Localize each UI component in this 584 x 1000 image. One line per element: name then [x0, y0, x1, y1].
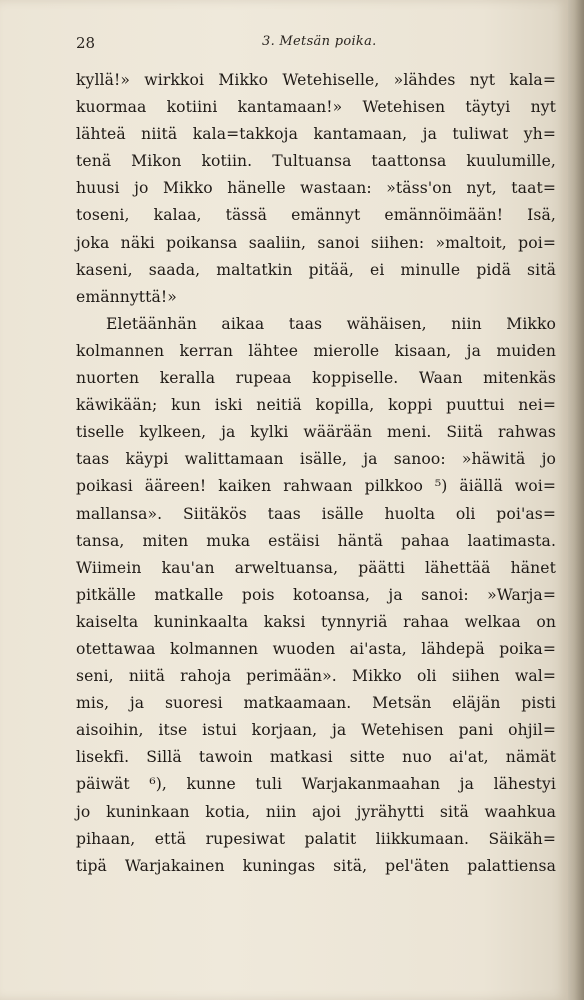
text-line: joka näki poikansa saaliin, sanoi siihen: »maltoit, poi= [76, 233, 556, 252]
text-line: emännyttä!» [76, 287, 177, 306]
text-line: pihaan, että rupesiwat palatit liikkumaan. Säikäh= [76, 829, 556, 848]
text-line: tipä Warjakainen kuningas sitä, pel'äten palattiensa [76, 856, 556, 875]
text-line: seni, niitä rahoja perimään». Mikko oli siihen wal= [76, 667, 556, 686]
text-line: lisekfi. Sillä tawoin matkasi sitte nuo ai'at, nämät [76, 748, 556, 767]
text-line: aisoihin, itse istui korjaan, ja Wetehisen pani ohjil= [76, 721, 556, 740]
page-number: 28 [76, 34, 96, 52]
text-line: käwikään; kun iski neitiä kopilla, koppi puuttui nei= [76, 396, 556, 415]
text-line: toseni, kalaa, tässä emännyt emännöimään! Isä, [76, 206, 556, 225]
text-line: nuorten keralla rupeaa koppiselle. Waan mitenkäs [76, 369, 556, 388]
text-line: mallansa». Siitäkös taas isälle huolta oli poi'as= [76, 504, 556, 523]
text-line: poikasi ääreen! kaiken rahwaan pilkkoo ⁵) äiällä woi= [76, 477, 556, 496]
running-title: 3. Metsän poika. [262, 34, 377, 49]
text-line: kaiselta kuninkaalta kaksi tynnyriä rahaa welkaa on [76, 612, 556, 631]
running-head [76, 34, 556, 56]
text-line: mis, ja suoresi matkaamaan. Metsän eläjän pisti [76, 694, 556, 713]
text-line: tiselle kylkeen, ja kylki wäärään meni. Siitä rahwas [76, 423, 556, 442]
text-line: taas käypi walittamaan isälle, ja sanoo: »häwitä jo [76, 450, 556, 469]
text-line: lähteä niitä kala=takkoja kantamaan, ja tuliwat yh= [76, 125, 556, 144]
text-line: kuormaa kotiini kantamaan!» Wetehisen täytyi nyt [76, 98, 556, 117]
text-line: kolmannen kerran lähtee mierolle kisaan, ja muiden [76, 341, 556, 360]
text-line: huusi jo Mikko hänelle wastaan: »täss'on nyt, taat= [76, 179, 556, 198]
body-text [76, 67, 556, 880]
text-line: tansa, miten muka estäisi häntä pahaa laatimasta. [76, 531, 556, 550]
page-edge [568, 0, 584, 1000]
text-line: Wiimein kau'an arweltuansa, päätti lähettää hänet [76, 558, 556, 577]
text-line: Eletäänhän aikaa taas wähäisen, niin Mikko [106, 314, 556, 333]
text-line: kaseni, saada, maltatkin pitää, ei minulle pidä sitä [76, 260, 556, 279]
text-line: päiwät ⁶), kunne tuli Warjakanmaahan ja lähestyi [76, 775, 556, 794]
text-line: tenä Mikon kotiin. Tultuansa taattonsa kuulumille, [76, 152, 556, 171]
text-line: otettawaa kolmannen wuoden ai'asta, lähdepä poika= [76, 639, 556, 658]
text-line: kyllä!» wirkkoi Mikko Wetehiselle, »lähdes nyt kala= [76, 71, 556, 89]
text-line: pitkälle matkalle pois kotoansa, ja sanoi: »Warja= [76, 585, 556, 604]
text-line: jo kuninkaan kotia, niin ajoi jyrähytti sitä waahkua [76, 802, 556, 821]
